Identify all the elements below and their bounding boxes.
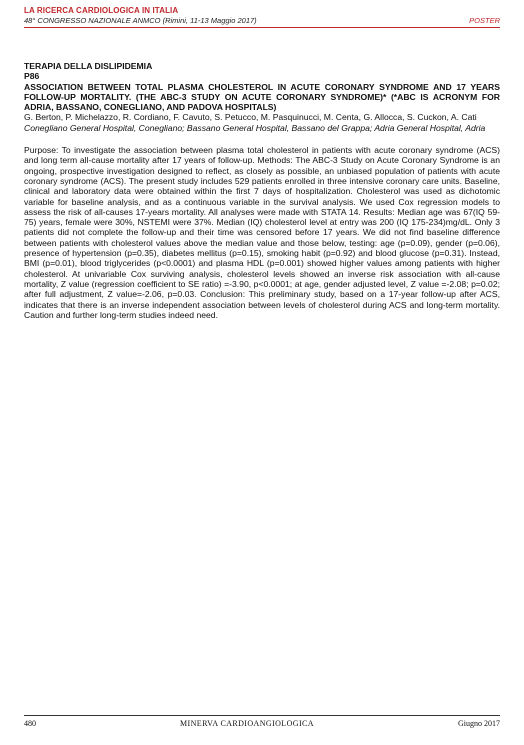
abstract-body: Purpose: To investigate the association between plasma total cholesterol in patients with acute coronary syndrome (ACS) and long term all-cause mortality after 17 years of follow-up. Methods: The ABC-3 Study on Acute Coronary Syndrome is an ongoing, prospective investigation designed to reflect, as closely as possible, an unbiased population of patients with acute coronary syndrome (ACS). The present study includes 529 patients enrolled in three intensive coronary care units. Baseline, clinical and laboratory data were obtained within the first 7 days of hospitalization. Cholesterol was used as dichotomic variable for baseline analysis, and as a continuous variable in the survival analysis. We used Cox regression models to assess the risk of all-causes 17-years mortality. All analyses were made with STATA 14. Results: Median age was 67(IQ 59-75) years, female were 30%, NSTEMI were 37%. Median (IQ) cholesterol level at entry was 200 (IQ 175-234)mg/dL. Only 3 patients did not complete the follow-up and their time was censored before 17 years. We did not find baseline difference between patients with cholesterol values above the median value and those below, testing: age (p=0.09), gender (p=0.06), presence of hypertension (p=0.35), diabetes mellitus (p=0.15), smoking habit (p=0.92) and blood glucose (p=0.31). Instead, BMI (p=0.01), blood triglycerides (p<0.0001) and plasma HDL (p=0.001) showed higher values among patients with higher cholesterol. At univariable Cox surviving analysis, cholesterol levels showed an inverse risk association with all-cause mortality, Z value (regression coefficient to SE ratio) =-3.90, p<0.0001; at age, gender adjusted level, Z value =-2.08; p=0.02; after full adjustment, Z value=-2.06, p=0.03. Conclusion: This preliminary study, based on a 17-year follow-up after ACS, indicates that there is an inverse independent association between levels of cholesterol during ACS and long-term mortality. Caution and further long-term studies indeed need. bbox=[24, 145, 500, 320]
page-number: 480 bbox=[24, 719, 36, 728]
footer-row bbox=[24, 719, 500, 728]
author-list: G. Berton, P. Michelazzo, R. Cordiano, F. Cavuto, S. Petucco, M. Pasquinucci, M. Centa, G. Allocca, S. Cuckon, A. Cati bbox=[24, 112, 477, 123]
footer-rule bbox=[24, 715, 500, 716]
abstract-title: ASSOCIATION BETWEEN TOTAL PLASMA CHOLESTEROL IN ACUTE CORONARY SYNDROME AND 17 YEARS FOLLOW-UP MORTALITY. (THE ABC-3 STUDY ON ACUTE CORONARY SYNDROME)* (*ABC IS ACRONYM FOR ADRIA, BASSANO, CONEGLIANO, AND PADOVA HOSPITALS) bbox=[24, 81, 500, 113]
affiliations: Conegliano General Hospital, Conegliano; Bassano General Hospital, Bassano del Grappa; Adria General Hospital, Adria bbox=[24, 122, 486, 133]
abstract-code: P86 bbox=[24, 71, 40, 82]
topic-heading: TERAPIA DELLA DISLIPIDEMIA bbox=[24, 61, 153, 71]
congress-row bbox=[24, 16, 500, 25]
journal-section-title: LA RICERCA CARDIOLOGICA IN ITALIA bbox=[24, 6, 179, 15]
footer-date: Giugno 2017 bbox=[457, 719, 500, 728]
footer-journal: MINERVA CARDIOANGIOLOGICA bbox=[180, 719, 314, 728]
page-footer bbox=[24, 715, 500, 728]
running-header bbox=[24, 6, 500, 28]
abstract-content bbox=[24, 61, 500, 320]
section-tag: POSTER bbox=[469, 16, 500, 25]
congress-name: 48° CONGRESSO NAZIONALE ANMCO (Rimini, 11-13 Maggio 2017) bbox=[24, 16, 257, 25]
header-rule bbox=[24, 27, 500, 28]
